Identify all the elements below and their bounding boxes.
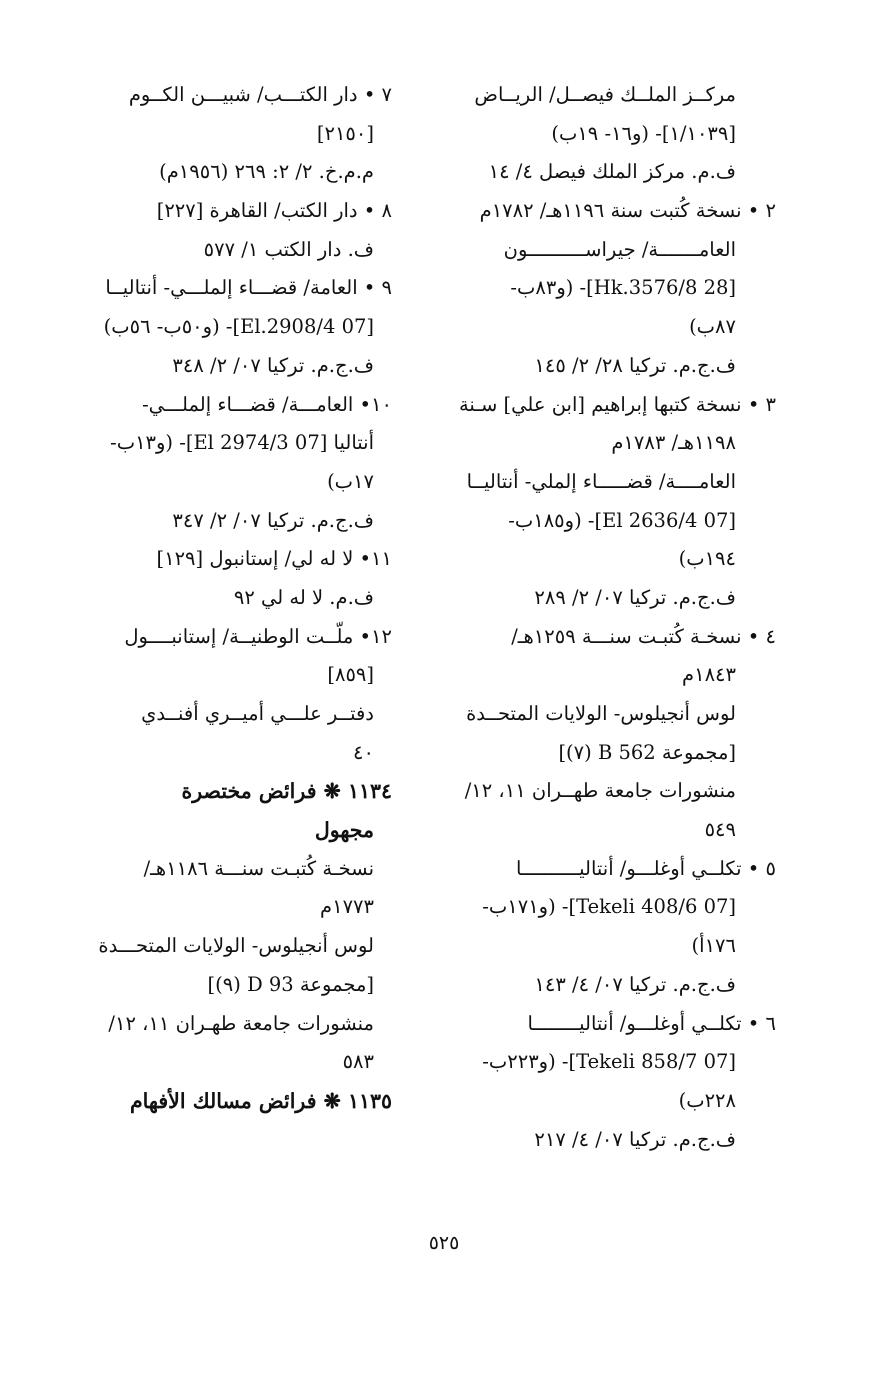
text-line: [28 Hk.3576/8]- (و٨٣ب-: [510, 276, 736, 300]
text-line: نسخـة كُتبـت سنـــة ١١٨٦هـ/: [143, 856, 374, 880]
left-column: [40, 76, 392, 1121]
text-line: [07 El 2636/4]- (و١٨٥ب-: [508, 508, 736, 532]
entry-heading: ١١٣٤ ❋ فرائض مختصرة: [181, 779, 392, 804]
text-line: منشورات جامعة طهــران ١١، ١٢/: [464, 779, 736, 803]
text-line: لوس أنجيلوس- الولايات المتحــدة: [466, 702, 736, 725]
text-line: ف.ج.م. تركيا ٠٧/ ٢/ ٢٨٩: [534, 585, 736, 609]
text-line: ١٧٦أ): [691, 934, 736, 958]
text-line: [٨٥٩]: [327, 663, 374, 687]
text-line: ١١• لا له لي/ إستانبول [١٢٩]: [156, 547, 392, 571]
text-line: ف. دار الكتب ١/ ٥٧٧: [203, 237, 374, 261]
text-line: ٢ • نسخة كُتبت سنة ١١٩٦هـ/ ١٧٨٢م: [479, 199, 776, 223]
text-line: لوس أنجيلوس- الولايات المتحـــدة: [98, 934, 374, 958]
text-line: ٤٠: [353, 740, 374, 764]
text-line: ١٢• ملّــت الوطنيــة/ إستانبــــول: [124, 624, 392, 648]
text-line: ١٨٤٣م: [682, 663, 736, 687]
text-line: ٤ • نسخـة كُتبـت سنـــة ١٢٥٩هـ/: [511, 624, 776, 648]
text-line: ف.م. لا له لي ٩٢: [233, 585, 374, 609]
entry-heading: مجهول: [314, 818, 374, 843]
text-line: ف.ج.م. تركيا ٠٧/ ٢/ ٣٤٨: [172, 353, 374, 377]
page-number: ٥٢٥: [428, 1232, 460, 1254]
text-line: ف.ج.م. تركيا ٠٧/ ٤/ ٢١٧: [534, 1127, 736, 1151]
text-line: ٥٨٣: [342, 1050, 374, 1074]
text-line: العامــــة/ قضـــــاء إلملي- أنتاليــا: [466, 469, 736, 493]
text-line: ف.ج.م. تركيا ٠٧/ ٤/ ١٤٣: [534, 972, 736, 996]
text-line: العامـــــــة/ جيراســــــــــون: [503, 237, 736, 261]
text-line: منشورات جامعة طهـران ١١، ١٢/: [108, 1011, 374, 1035]
text-line: ١٧ب): [327, 469, 374, 493]
text-line: ٧ • دار الكتـــب/ شبيـــن الكــوم: [128, 83, 392, 106]
text-line: ٣ • نسخة كتبها إبراهيم [ابن علي] سـنة: [458, 392, 776, 416]
right-column: [440, 76, 776, 1159]
text-line: ف.ج.م. تركيا ٠٧/ ٢/ ٣٤٧: [172, 508, 374, 532]
text-line: ٥ • تكلــي أوغلـــو/ أنتاليــــــــــا: [516, 856, 776, 880]
text-line: ١٧٧٣م: [320, 895, 374, 919]
text-line: [٢١٥٠]: [316, 121, 374, 145]
text-line: ١٩٤ب): [678, 547, 736, 571]
text-line: [مجموعة D 93 (٩)]: [207, 972, 374, 996]
text-line: ٨ • دار الكتب/ القاهرة [٢٢٧]: [156, 199, 392, 223]
entry-heading: ١١٣٥ ❋ فرائض مسالك الأفهام: [129, 1088, 392, 1113]
text-line: ٩ • العامة/ قضـــاء إلملـــي- أنتاليــا: [105, 276, 392, 300]
text-line: [١/١٠٣٩]- (و١٦- ١٩ب): [551, 121, 736, 145]
text-line: ٥٤٩: [704, 818, 736, 842]
text-line: [مجموعة B 562 (٧)]: [558, 740, 736, 764]
text-line: أنتاليا [07 El 2974/3]- (و١٣ب-: [110, 431, 374, 455]
text-line: ١٠• العامـــة/ قضـــاء إلملـــي-: [142, 392, 392, 416]
text-line: ٨٧ب): [689, 315, 736, 339]
text-line: دفتــر علـــي أميــري أفنــدي: [141, 702, 374, 725]
text-line: [07 Tekeli 408/6]- (و١٧١ب-: [482, 895, 736, 919]
text-line: مركــز الملــك فيصــل/ الريــاض: [474, 83, 736, 106]
text-line: [07 El.2908/4]- (و٥٠ب- ٥٦ب): [103, 315, 374, 339]
text-line: ٢٢٨ب): [678, 1088, 736, 1112]
text-line: ٦ • تكلــي أوغلـــو/ أنتاليــــــــا: [527, 1011, 776, 1035]
text-line: ف.م. مركز الملك فيصل ٤/ ١٤: [488, 160, 736, 184]
text-line: ف.ج.م. تركيا ٢٨/ ٢/ ١٤٥: [534, 353, 736, 377]
text-line: ١١٩٨هـ/ ١٧٨٣م: [611, 431, 736, 455]
text-line: م.م.خ. ٢/ ٢: ٢٦٩ (١٩٥٦م): [159, 160, 374, 184]
text-line: [07 Tekeli 858/7]- (و٢٢٣ب-: [482, 1050, 736, 1074]
